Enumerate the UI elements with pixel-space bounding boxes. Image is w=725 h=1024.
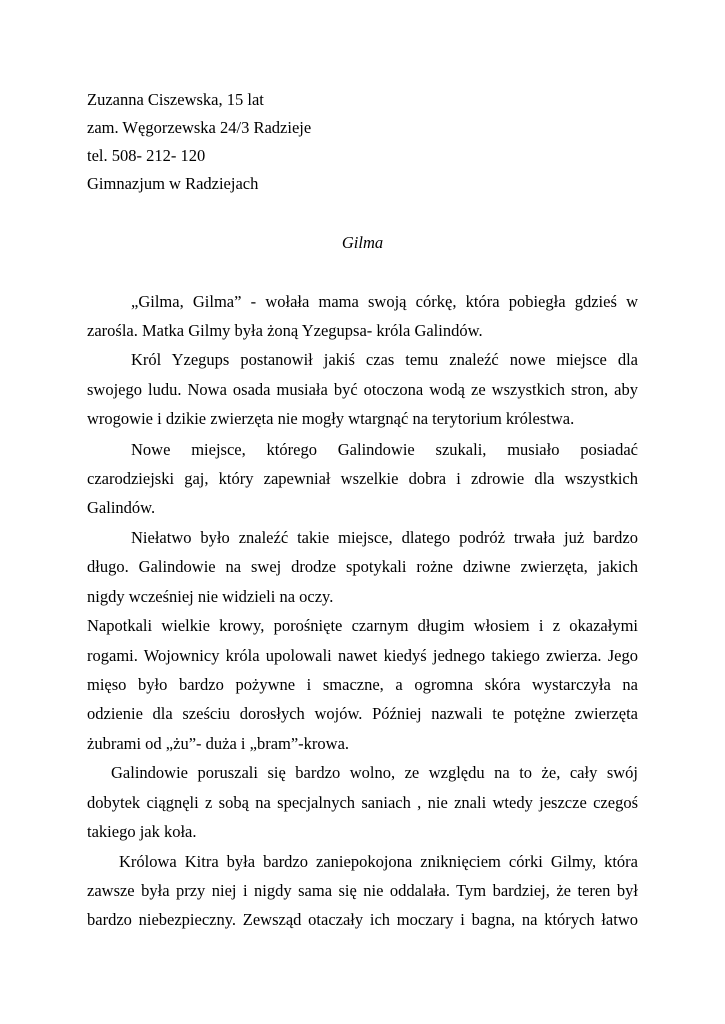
text-line: Nowe miejsce, którego Galindowie szukali, musiało posiadać <box>131 440 638 459</box>
text-line: zawsze była przy niej i nigdy sama się nie oddalała. Tym bardziej, że teren był <box>87 881 638 900</box>
text-line: czarodziejski gaj, który zapewniał wszelkie dobra i zdrowie dla wszystkich <box>87 469 638 488</box>
text-line: dobytek ciągnęli z sobą na specjalnych saniach , nie znali wtedy jeszcze czegoś <box>87 793 638 812</box>
text-line: wrogowie i dzikie zwierzęta nie mogły wtargnąć na terytorium królestwa. <box>87 409 575 428</box>
text-line: swojego ludu. Nowa osada musiała być otoczona wodą ze wszystkich stron, aby <box>87 380 638 399</box>
text-line: odzienie dla sześciu dorosłych wojów. Później nazwali te potężne zwierzęta <box>87 704 638 723</box>
text-line: mięso było bardzo pożywne i smaczne, a ogromna skóra wystarczyła na <box>87 675 638 694</box>
author-address: zam. Węgorzewska 24/3 Radzieje <box>87 118 312 137</box>
text-line: takiego jak koła. <box>87 822 197 841</box>
text-line: Królowa Kitra była bardzo zaniepokojona zniknięciem córki Gilmy, która <box>119 852 638 871</box>
text-line: Galindów. <box>87 498 156 517</box>
author-name: Zuzanna Ciszewska, 15 lat <box>87 90 264 109</box>
text-line: Niełatwo było znaleźć takie miejsce, dlatego podróż trwała już bardzo <box>131 528 638 547</box>
author-phone: tel. 508- 212- 120 <box>87 146 206 165</box>
text-line: „Gilma, Gilma” - wołała mama swoją córkę, która pobiegła gdzieś w <box>131 292 638 311</box>
text-line: rogami. Wojownicy króla upolowali nawet kiedyś jednego takiego zwierza. Jego <box>87 646 638 665</box>
story-title: Gilma <box>341 233 384 252</box>
author-header <box>87 86 311 198</box>
text-line: bardzo niebezpieczny. Zewsząd otaczały ich moczary i bagna, na których łatwo <box>87 910 638 929</box>
author-school: Gimnazjum w Radziejach <box>87 174 259 193</box>
text-line: Król Yzegups postanowił jakiś czas temu znaleźć nowe miejsce dla <box>131 350 638 369</box>
text-line: nigdy wcześniej nie widzieli na oczy. <box>87 587 334 606</box>
text-line: zarośla. Matka Gilmy była żoną Yzegupsa- króla Galindów. <box>87 321 483 340</box>
text-line: Galindowie poruszali się bardzo wolno, ze względu na to że, cały swój <box>111 763 638 782</box>
text-line: Napotkali wielkie krowy, porośnięte czarnym długim włosiem i z okazałymi <box>87 616 638 635</box>
text-line: długo. Galindowie na swej drodze spotykali rożne dziwne zwierzęta, jakich <box>87 557 638 576</box>
text-line: żubrami od „żu”- duża i „bram”-krowa. <box>87 734 350 753</box>
